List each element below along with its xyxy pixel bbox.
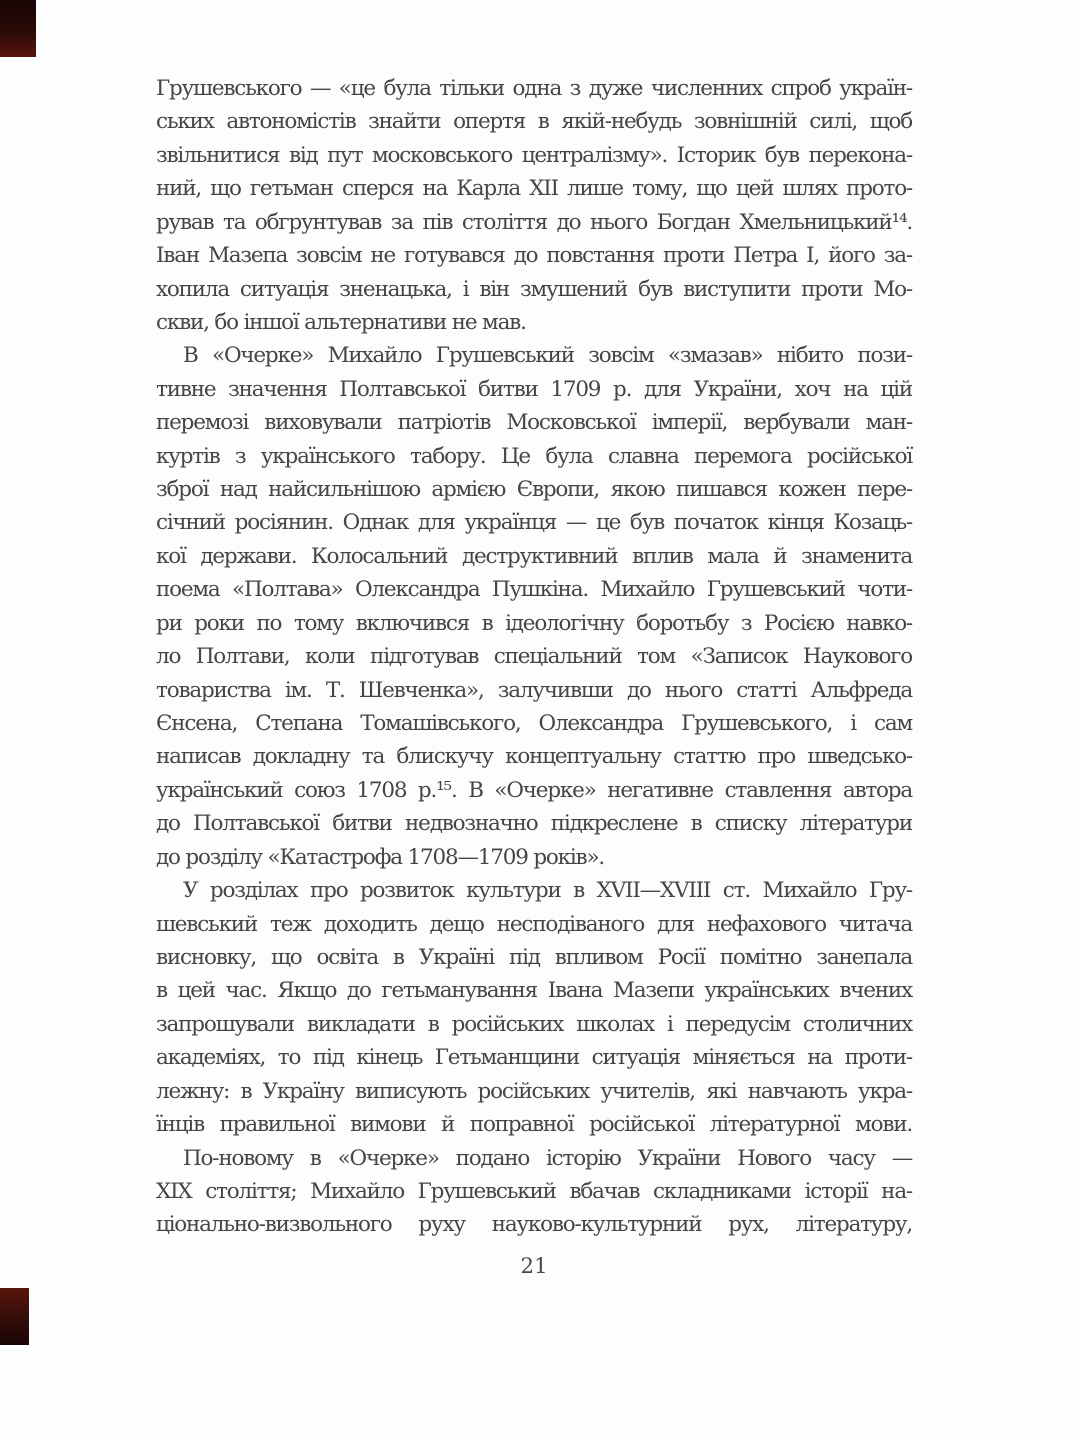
text-line: скви, бо іншої альтернативи не мав. bbox=[156, 309, 526, 335]
text-line: ний, що гетьман сперся на Карла XII лише тому, що цей шлях прото- bbox=[156, 176, 912, 202]
text-line: У розділах про розвиток культури в XVII—XVIII ст. Михайло Гру- bbox=[183, 878, 912, 904]
text-line: їнців правильної вимови й поправної російської літературної мови. bbox=[156, 1112, 912, 1138]
text-line: перемозі виховували патріотів Московської імперії, вербували ман- bbox=[156, 410, 912, 436]
text-line: лежну: в Україну виписують російських учителів, які навчають укра- bbox=[156, 1078, 912, 1104]
text-line: куртів з українського табору. Це була славна перемога російської bbox=[156, 443, 912, 469]
text-line: український союз 1708 р.¹⁵. В «Очерке» негативне ставлення автора bbox=[156, 777, 912, 803]
scan-artifact-top-left bbox=[0, 0, 36, 57]
text-line: По-новому в «Очерке» подано історію України Нового часу — bbox=[183, 1145, 912, 1171]
text-line: в цей час. Якщо до гетьманування Івана Мазепи українських вчених bbox=[156, 978, 912, 1004]
body-text bbox=[156, 72, 912, 1242]
text-line: ри роки по тому включився в ідеологічну боротьбу з Росією навко- bbox=[156, 610, 912, 636]
text-line: написав докладну та блискучу концептуальну статтю про шведсько- bbox=[156, 744, 912, 770]
text-line: Іван Мазепа зовсім не готувався до повстання проти Петра І, його за- bbox=[156, 243, 912, 269]
text-line: кої держави. Колосальний деструктивний вплив мала й знаменита bbox=[156, 543, 912, 569]
text-line: Єнсена, Степана Томашівського, Олександра Грушевського, і сам bbox=[156, 711, 912, 737]
text-line: січний росіянин. Однак для українця — це був початок кінця Козаць- bbox=[156, 510, 912, 536]
text-line: запрошували викладати в російських школах і передусім столичних bbox=[156, 1011, 912, 1037]
text-line: шевський теж доходить дещо несподіваного для нефахового читача bbox=[156, 911, 912, 937]
text-line: ціонально-визвольного руху науково-культурний рух, літературу, bbox=[156, 1212, 912, 1238]
text-line: висновку, що освіта в Україні під впливом Росії помітно занепала bbox=[156, 944, 912, 970]
text-line: ських автономістів знайти опертя в якій-небудь зовнішній силі, щоб bbox=[156, 109, 912, 135]
text-line: поема «Полтава» Олександра Пушкіна. Михайло Грушевський чоти- bbox=[156, 577, 912, 603]
text-line: В «Очерке» Михайло Грушевський зовсім «змазав» нібито пози- bbox=[183, 343, 912, 369]
text-line: Грушевського — «це була тільки одна з дуже численних спроб україн- bbox=[156, 76, 912, 101]
text-line: рував та обгрунтував за пів століття до нього Богдан Хмельницький¹⁴. bbox=[156, 209, 912, 235]
scan-artifact-bottom-left bbox=[0, 1288, 29, 1345]
page-number: 21 bbox=[520, 1254, 548, 1279]
text-line: тивне значення Полтавської битви 1709 р. для України, хоч на цій bbox=[156, 376, 912, 402]
text-line: хопила ситуація зненацька, і він змушений був виступити проти Мо- bbox=[156, 276, 912, 302]
text-line: ло Полтави, коли підготував спеціальний том «Записок Наукового bbox=[156, 644, 912, 670]
text-line: зброї над найсильнішою армією Європи, якою пишався кожен пере- bbox=[156, 477, 912, 503]
text-line: XIX століття; Михайло Грушевський вбачав складниками історії на- bbox=[156, 1178, 912, 1204]
text-line: до розділу «Катастрофа 1708—1709 років». bbox=[156, 844, 605, 870]
text-line: академіях, то під кінець Гетьманщини ситуація міняється на проти- bbox=[156, 1045, 912, 1071]
text-line: звільнитися від пут московського централізму». Історик був перекона- bbox=[156, 142, 912, 168]
text-line: до Полтавської битви недвозначно підкреслене в списку літератури bbox=[156, 811, 912, 837]
text-line: товариства ім. Т. Шевченка», залучивши до нього статті Альфреда bbox=[156, 677, 912, 703]
